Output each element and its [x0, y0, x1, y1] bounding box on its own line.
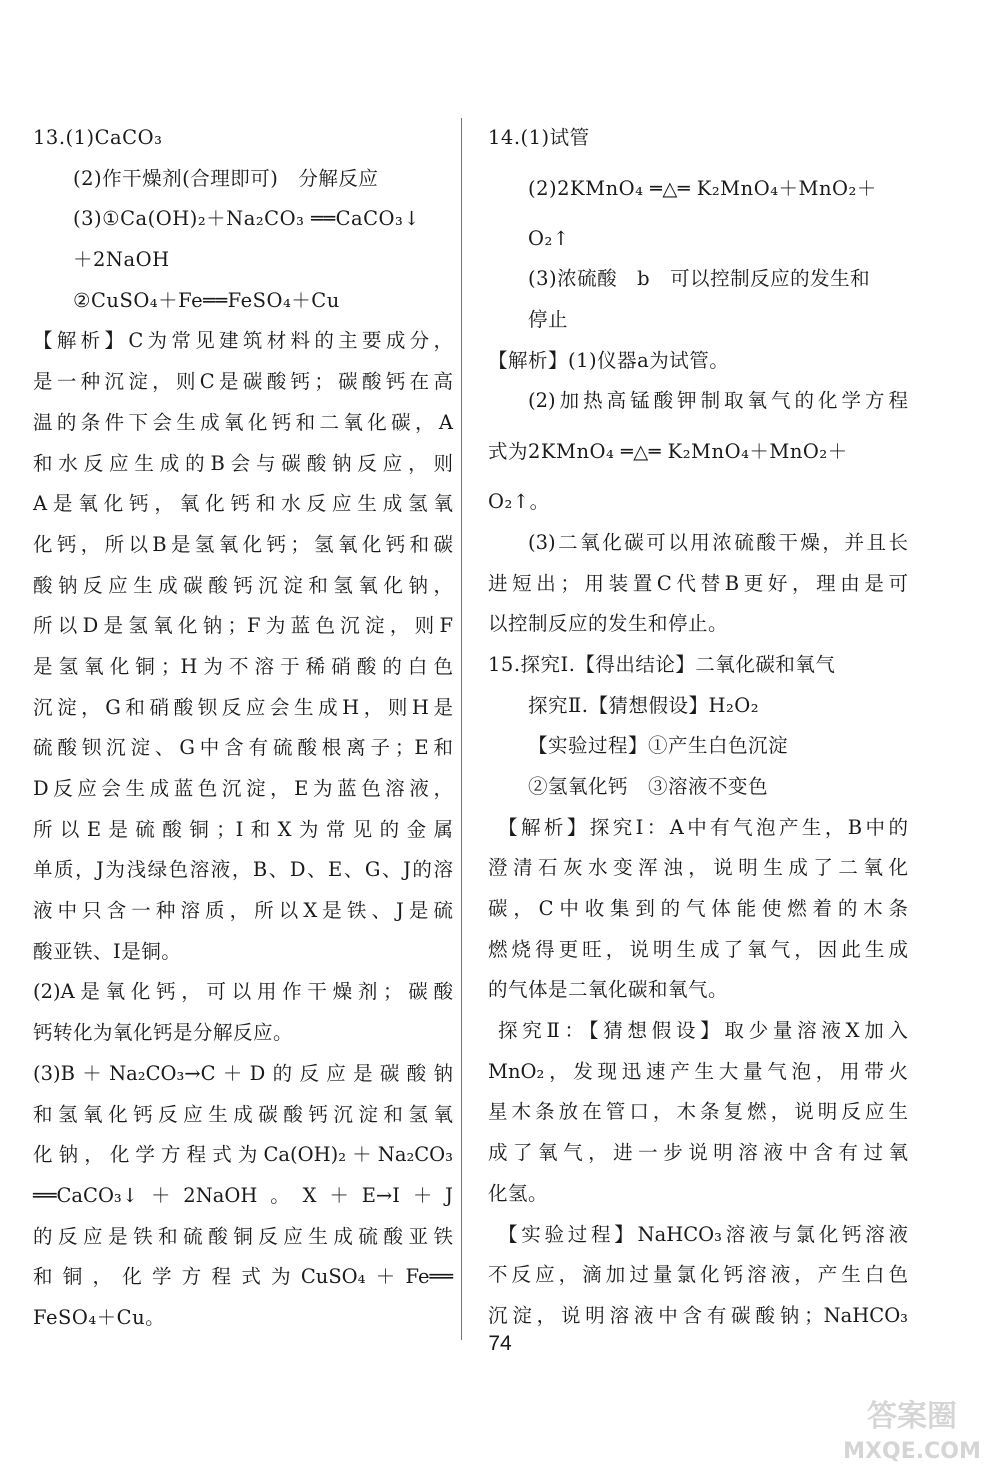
text-line: FeSO₄＋Cu。: [33, 1305, 166, 1329]
text-line: 和铜，化学方程式为CuSO₄＋Fe══: [33, 1265, 453, 1289]
text-line: 化钙，所以B是氢氧化钙；氢氧化钙和碳: [33, 532, 453, 556]
text-line: 以控制反应的发生和停止。: [488, 612, 729, 636]
text-line: D反应会生成蓝色沉淀，E为蓝色溶液，: [33, 777, 453, 800]
text-line: 碳，C中收集到的气体能使燃着的木条: [488, 897, 908, 920]
text-line: 硫酸钡沉淀、G中含有硫酸根离子；E和: [33, 736, 453, 760]
text-line: 的反应是铁和硫酸铜反应生成硫酸亚铁: [33, 1224, 453, 1248]
text-line: (2)加热高锰酸钾制取氧气的化学方程: [528, 389, 908, 413]
text-line: 单质，J为浅绿色溶液，B、D、E、G、J的溶: [33, 858, 453, 882]
page-number: 74: [488, 1332, 512, 1355]
text-line: 【实验过程】①产生白色沉淀: [528, 734, 789, 758]
watermark-top-text: 答案圈: [867, 1399, 957, 1434]
text-line: 15.探究Ⅰ.【得出结论】二氧化碳和氧气: [488, 652, 836, 676]
text-line: ②氢氧化钙 ③溶液不变色: [528, 774, 769, 798]
text-line: 【解析】C为常见建筑材料的主要成分，: [33, 329, 453, 353]
text-line: ══CaCO₃↓＋2NaOH。X＋E→I＋J: [33, 1183, 453, 1207]
text-line: (3)二氧化碳可以用浓硫酸干燥，并且长: [528, 530, 908, 554]
text-line: 进短出；用装置C代替B更好，理由是可: [488, 571, 908, 595]
text-line: 是氢氧化铜；H为不溶于稀硝酸的白色: [33, 654, 453, 678]
text-line: 停止: [528, 308, 569, 332]
text-line: A是氧化钙，氧化钙和水反应生成氢氧: [33, 492, 453, 516]
text-line: 【解析】探究Ⅰ：A中有气泡产生，B中的: [498, 815, 908, 839]
text-line: (3)B＋Na₂CO₃→C＋D的反应是碳酸钠: [33, 1061, 453, 1085]
text-line: 和水反应生成的B会与碳酸钠反应，则: [33, 451, 453, 475]
text-line: 酸亚铁、I是铜。: [33, 939, 182, 963]
text-line: 酸钠反应生成碳酸钙沉淀和氢氧化钠，: [33, 573, 453, 597]
text-line: MnO₂，发现迅速产生大量气泡，用带火: [488, 1059, 908, 1083]
text-line: 探究Ⅱ.【猜想假设】H₂O₂: [528, 693, 760, 717]
text-line: (2)2KMnO₄ ═△═ K₂MnO₄＋MnO₂＋: [528, 176, 877, 200]
text-line: 星木条放在管口，木条复燃，说明反应生: [488, 1100, 908, 1124]
text-line: 化氢。: [488, 1181, 549, 1205]
text-line: O₂↑: [528, 226, 570, 250]
text-line: 【实验过程】NaHCO₃溶液与氯化钙溶液: [498, 1222, 908, 1246]
text-line: 和氢氧化钙反应生成碳酸钙沉淀和氢氧: [33, 1102, 453, 1126]
text-line: (3)①Ca(OH)₂＋Na₂CO₃ ══CaCO₃↓: [73, 207, 421, 231]
text-line: (2)作干燥剂(合理即可) 分解反应: [73, 166, 379, 190]
text-line: 14.(1)试管: [488, 126, 590, 149]
left-column: [33, 118, 453, 1339]
watermark-logo: [832, 1388, 992, 1468]
text-line: 沉淀，说明溶液中含有碳酸钠；NaHCO₃: [488, 1303, 908, 1327]
text-line: 化钠，化学方程式为Ca(OH)₂＋Na₂CO₃: [33, 1143, 453, 1167]
text-line: 不反应，滴加过量氯化钙溶液，产生白色: [488, 1263, 908, 1287]
text-line: (3)浓硫酸 b 可以控制反应的发生和: [528, 267, 871, 291]
text-line: 沉淀，G和硝酸钡反应会生成H，则H是: [33, 695, 453, 719]
text-line: 钙转化为氧化钙是分解反应。: [33, 1021, 294, 1045]
text-line: 13.(1)CaCO₃: [33, 126, 163, 149]
right-column: [488, 118, 908, 1337]
column-divider: [461, 118, 462, 1340]
text-line: 是一种沉淀，则C是碳酸钙；碳酸钙在高: [33, 370, 453, 394]
text-line: 所以E是硫酸铜；I和X为常见的金属: [33, 817, 453, 841]
text-line: 燃烧得更旺，说明生成了氧气，因此生成: [488, 937, 908, 961]
text-line: ＋2NaOH: [73, 248, 170, 272]
text-line: (2)A是氧化钙，可以用作干燥剂；碳酸: [33, 980, 453, 1004]
text-line: ②CuSO₄＋Fe══FeSO₄＋Cu: [73, 288, 340, 312]
text-line: 成了氧气，进一步说明溶液中含有过氧: [488, 1141, 908, 1165]
text-line: O₂↑。: [488, 490, 550, 514]
text-line: 液中只含一种溶质，所以X是铁、J是硫: [33, 899, 453, 923]
text-line: 澄清石灰水变浑浊，说明生成了二氧化: [488, 856, 908, 880]
watermark-bottom-text: MXQE.COM: [843, 1439, 981, 1464]
text-line: 式为2KMnO₄ ═△═ K₂MnO₄＋MnO₂＋: [488, 440, 848, 464]
text-line: 温的条件下会生成氧化钙和二氧化碳，A: [33, 410, 453, 434]
text-line: 所以D是氢氧化钠；F为蓝色沉淀，则F: [33, 614, 453, 638]
text-line: 【解析】(1)仪器a为试管。: [488, 348, 730, 372]
text-line: 的气体是二氧化碳和氧气。: [488, 978, 729, 1002]
text-line: 探究Ⅱ：【猜想假设】取少量溶液X加入: [498, 1019, 908, 1043]
